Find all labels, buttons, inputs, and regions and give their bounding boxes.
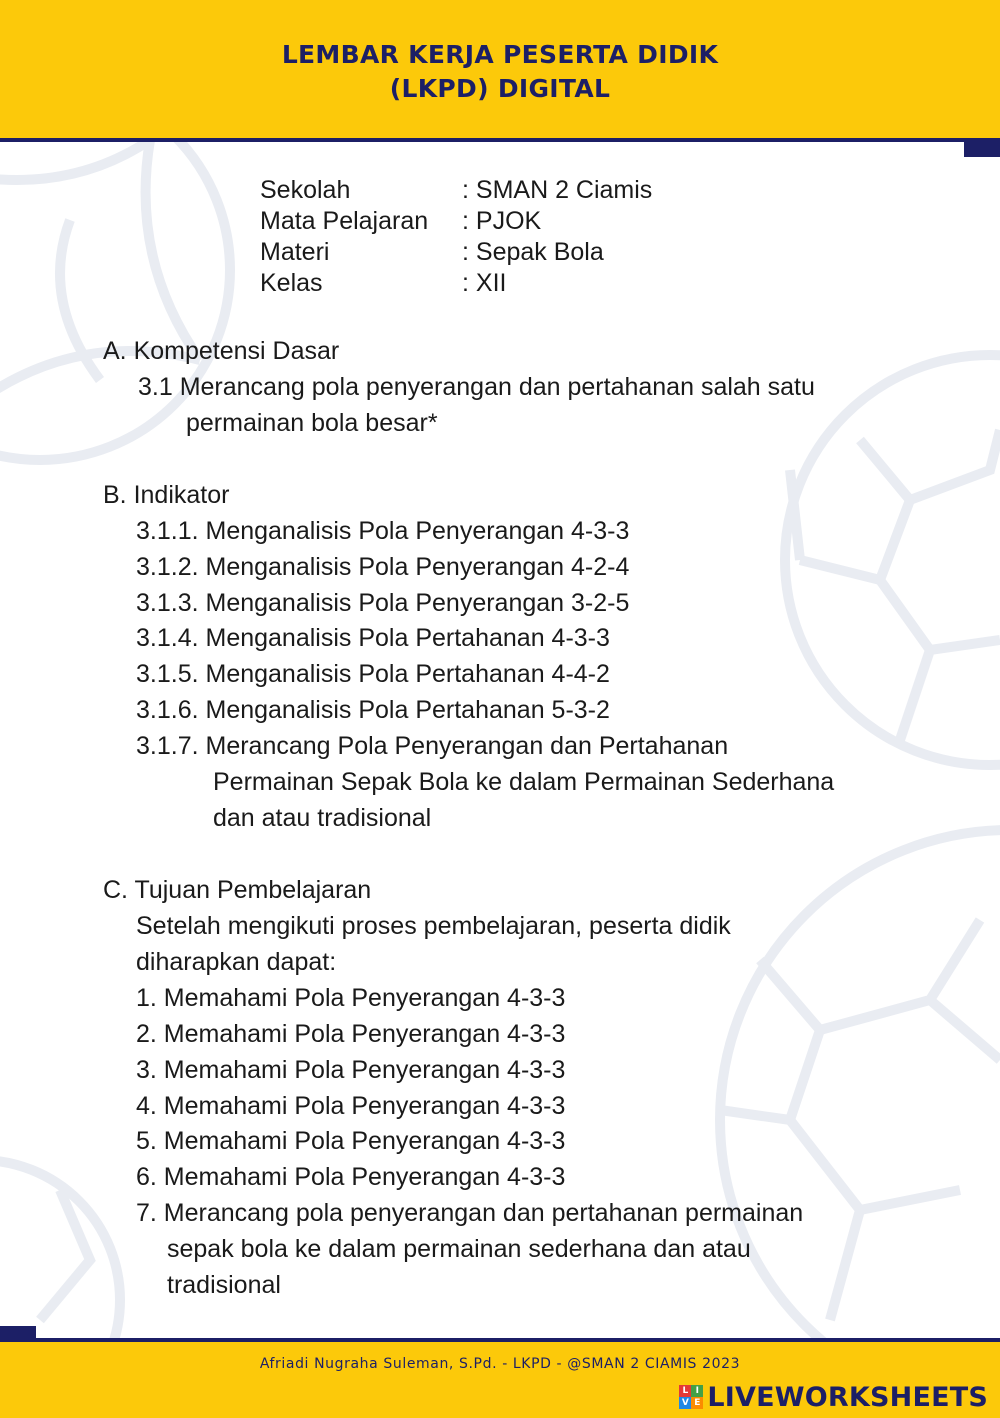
kd-line-2: permainan bola besar* xyxy=(186,409,438,437)
indikator-item-7-continuation: Permainan Sepak Bola ke dalam Permainan Sederhana xyxy=(213,768,835,796)
section-c-heading: C. Tujuan Pembelajaran xyxy=(103,876,372,904)
tujuan-item: 4. Memahami Pola Penyerangan 4-3-3 xyxy=(136,1092,566,1120)
logo-letter-i: I xyxy=(691,1385,703,1397)
tujuan-item: 3. Memahami Pola Penyerangan 4-3-3 xyxy=(136,1056,566,1084)
indikator-item: 3.1.4. Menganalisis Pola Pertahanan 4-3-3 xyxy=(136,624,610,652)
tujuan-intro-line-1: Setelah mengikuti proses pembelajaran, peserta didik xyxy=(136,912,731,940)
footer-banner xyxy=(0,1338,1000,1418)
liveworksheets-brand[interactable] xyxy=(679,1382,988,1412)
logo-letter-l: L xyxy=(679,1385,691,1397)
tujuan-item: 7. Merancang pola penyerangan dan pertahanan permainan xyxy=(136,1199,804,1227)
liveworksheets-brand-text: LIVEWORKSHEETS xyxy=(707,1381,988,1413)
liveworksheets-logo-icon xyxy=(679,1385,703,1409)
indikator-item-7-continuation: dan atau tradisional xyxy=(213,804,432,832)
tujuan-intro-line-2: diharapkan dapat: xyxy=(136,948,337,976)
indikator-item: 3.1.2. Menganalisis Pola Penyerangan 4-2-4 xyxy=(136,553,630,581)
tujuan-item: 1. Memahami Pola Penyerangan 4-3-3 xyxy=(136,984,566,1012)
section-b-heading: B. Indikator xyxy=(103,481,230,509)
logo-letter-e: E xyxy=(691,1397,703,1409)
info-label-kelas: Kelas xyxy=(260,269,323,297)
info-value-kelas: : XII xyxy=(462,269,507,297)
indikator-item: 3.1.3. Menganalisis Pola Penyerangan 3-2-5 xyxy=(136,589,630,617)
indikator-item: 3.1.7. Merancang Pola Penyerangan dan Pertahanan xyxy=(136,732,729,760)
info-value-mata-pelajaran: : PJOK xyxy=(462,207,542,235)
tujuan-item-7-continuation: tradisional xyxy=(167,1271,281,1299)
title-line-1: LEMBAR KERJA PESERTA DIDIK xyxy=(281,40,719,69)
info-value-sekolah: : SMAN 2 Ciamis xyxy=(462,176,653,204)
indikator-item: 3.1.5. Menganalisis Pola Pertahanan 4-4-2 xyxy=(136,660,610,688)
indikator-item: 3.1.6. Menganalisis Pola Pertahanan 5-3-2 xyxy=(136,696,610,724)
info-label-sekolah: Sekolah xyxy=(260,176,351,204)
tujuan-item: 6. Memahami Pola Penyerangan 4-3-3 xyxy=(136,1163,566,1191)
title-line-2: (LKPD) DIGITAL xyxy=(389,74,611,103)
footer-credit: Afriadi Nugraha Suleman, S.Pd. - LKPD - @SMAN 2 CIAMIS 2023 xyxy=(259,1356,741,1372)
tujuan-item: 5. Memahami Pola Penyerangan 4-3-3 xyxy=(136,1127,566,1155)
tujuan-item: 2. Memahami Pola Penyerangan 4-3-3 xyxy=(136,1020,566,1048)
tujuan-item-7-continuation: sepak bola ke dalam permainan sederhana dan atau xyxy=(167,1235,751,1263)
section-a-heading: A. Kompetensi Dasar xyxy=(103,337,340,365)
info-label-mata-pelajaran: Mata Pelajaran xyxy=(260,207,429,235)
info-label-materi: Materi xyxy=(260,238,330,266)
kd-line-1: 3.1 Merancang pola penyerangan dan pertahanan salah satu xyxy=(138,373,815,401)
indikator-item: 3.1.1. Menganalisis Pola Penyerangan 4-3-3 xyxy=(136,517,630,545)
info-value-materi: : Sepak Bola xyxy=(462,238,604,266)
logo-letter-v: V xyxy=(679,1397,691,1409)
